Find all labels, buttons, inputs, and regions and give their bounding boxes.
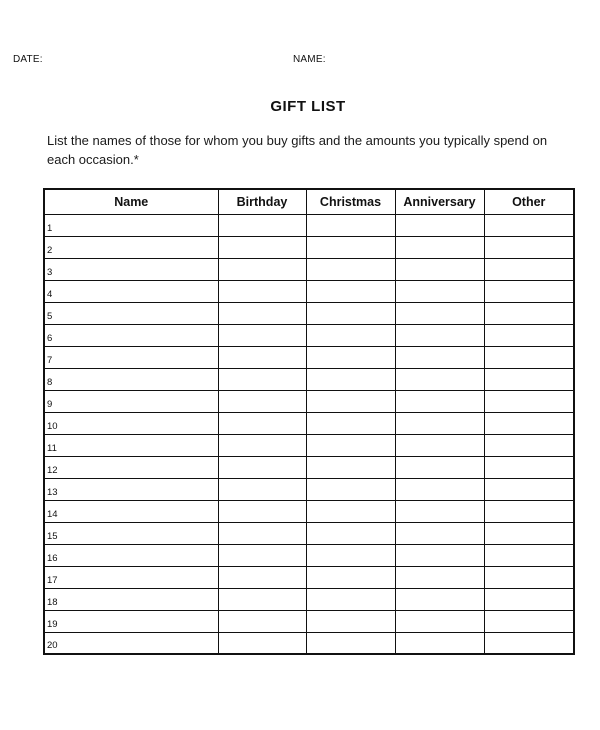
birthday-cell[interactable] [218,412,306,434]
name-cell: 1 [44,214,218,236]
christmas-cell[interactable] [306,500,395,522]
anniversary-cell[interactable] [395,478,484,500]
birthday-cell[interactable] [218,258,306,280]
other-cell[interactable] [484,390,574,412]
birthday-cell[interactable] [218,610,306,632]
column-header-christmas: Christmas [306,189,395,214]
other-cell[interactable] [484,302,574,324]
column-header-anniversary: Anniversary [395,189,484,214]
birthday-cell[interactable] [218,522,306,544]
name-cell: 10 [44,412,218,434]
anniversary-cell[interactable] [395,500,484,522]
name-cell: 14 [44,500,218,522]
anniversary-cell[interactable] [395,302,484,324]
christmas-cell[interactable] [306,346,395,368]
christmas-cell[interactable] [306,588,395,610]
christmas-cell[interactable] [306,214,395,236]
other-cell[interactable] [484,588,574,610]
table-row [44,544,574,566]
birthday-cell[interactable] [218,280,306,302]
birthday-cell[interactable] [218,390,306,412]
anniversary-cell[interactable] [395,324,484,346]
table-row [44,236,574,258]
table-row [44,412,574,434]
anniversary-cell[interactable] [395,588,484,610]
christmas-cell[interactable] [306,280,395,302]
anniversary-cell[interactable] [395,280,484,302]
table-row [44,280,574,302]
anniversary-cell[interactable] [395,434,484,456]
christmas-cell[interactable] [306,434,395,456]
christmas-cell[interactable] [306,456,395,478]
table-body [44,214,574,654]
other-cell[interactable] [484,368,574,390]
table-row [44,610,574,632]
other-cell[interactable] [484,632,574,654]
other-cell[interactable] [484,258,574,280]
anniversary-cell[interactable] [395,522,484,544]
other-cell[interactable] [484,500,574,522]
column-header-birthday: Birthday [218,189,306,214]
other-cell[interactable] [484,214,574,236]
name-cell: 20 [44,632,218,654]
christmas-cell[interactable] [306,610,395,632]
anniversary-cell[interactable] [395,456,484,478]
other-cell[interactable] [484,566,574,588]
other-cell[interactable] [484,324,574,346]
table-row [44,588,574,610]
name-cell: 2 [44,236,218,258]
christmas-cell[interactable] [306,236,395,258]
christmas-cell[interactable] [306,324,395,346]
other-cell[interactable] [484,412,574,434]
christmas-cell[interactable] [306,544,395,566]
anniversary-cell[interactable] [395,390,484,412]
anniversary-cell[interactable] [395,368,484,390]
birthday-cell[interactable] [218,302,306,324]
table-row [44,500,574,522]
other-cell[interactable] [484,280,574,302]
table-row [44,346,574,368]
table-row [44,368,574,390]
birthday-cell[interactable] [218,456,306,478]
christmas-cell[interactable] [306,566,395,588]
table-row [44,302,574,324]
table-header-row [44,189,574,214]
birthday-cell[interactable] [218,566,306,588]
gift-table [43,188,575,655]
anniversary-cell[interactable] [395,236,484,258]
name-cell: 15 [44,522,218,544]
table-row [44,478,574,500]
birthday-cell[interactable] [218,324,306,346]
table-row [44,632,574,654]
table-row [44,258,574,280]
anniversary-cell[interactable] [395,610,484,632]
birthday-cell[interactable] [218,368,306,390]
birthday-cell[interactable] [218,544,306,566]
anniversary-cell[interactable] [395,258,484,280]
anniversary-cell[interactable] [395,566,484,588]
name-label: NAME: [293,54,326,65]
table-row [44,324,574,346]
christmas-cell[interactable] [306,258,395,280]
christmas-cell[interactable] [306,522,395,544]
name-cell: 13 [44,478,218,500]
instructions-text: List the names of those for whom you buy gifts and the amounts you typically spend on each occasion.* [47,133,548,167]
other-cell[interactable] [484,544,574,566]
christmas-cell[interactable] [306,412,395,434]
other-cell[interactable] [484,346,574,368]
birthday-cell[interactable] [218,214,306,236]
christmas-cell[interactable] [306,390,395,412]
column-header-name: Name [44,189,218,214]
date-label: DATE: [13,54,43,65]
name-cell: 3 [44,258,218,280]
name-cell: 5 [44,302,218,324]
christmas-cell[interactable] [306,478,395,500]
name-cell: 4 [44,280,218,302]
birthday-cell[interactable] [218,346,306,368]
table-row [44,434,574,456]
birthday-cell[interactable] [218,500,306,522]
document-title: GIFT LIST [270,98,346,115]
table-row [44,456,574,478]
christmas-cell[interactable] [306,302,395,324]
anniversary-cell[interactable] [395,544,484,566]
name-cell: 11 [44,434,218,456]
birthday-cell[interactable] [218,236,306,258]
anniversary-cell[interactable] [395,214,484,236]
name-cell: 16 [44,544,218,566]
anniversary-cell[interactable] [395,412,484,434]
table-row [44,566,574,588]
other-cell[interactable] [484,456,574,478]
table-row [44,522,574,544]
column-header-other: Other [484,189,574,214]
table-row [44,214,574,236]
birthday-cell[interactable] [218,588,306,610]
christmas-cell[interactable] [306,632,395,654]
birthday-cell[interactable] [218,478,306,500]
other-cell[interactable] [484,478,574,500]
name-cell: 12 [44,456,218,478]
other-cell[interactable] [484,236,574,258]
name-cell: 19 [44,610,218,632]
other-cell[interactable] [484,610,574,632]
name-cell: 18 [44,588,218,610]
birthday-cell[interactable] [218,434,306,456]
name-cell: 17 [44,566,218,588]
birthday-cell[interactable] [218,632,306,654]
name-cell: 8 [44,368,218,390]
name-cell: 7 [44,346,218,368]
name-cell: 9 [44,390,218,412]
anniversary-cell[interactable] [395,632,484,654]
name-cell: 6 [44,324,218,346]
anniversary-cell[interactable] [395,346,484,368]
other-cell[interactable] [484,522,574,544]
christmas-cell[interactable] [306,368,395,390]
table-row [44,390,574,412]
other-cell[interactable] [484,434,574,456]
